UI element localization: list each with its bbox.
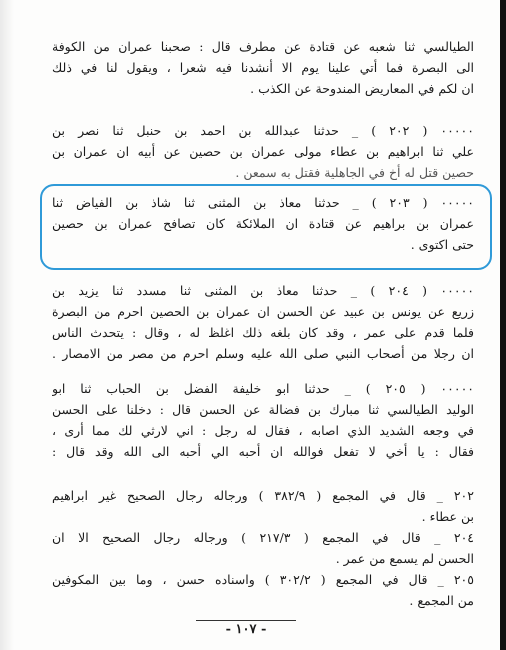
text-line: ان رجلا من أصحاب النبي صلى الله عليه وسلم احرم من مصر من الامصار . [52,346,474,361]
text-line: فقال : يا أخي لا تفعل فوالله ان أحبه الي أحبه الى الله وقد قال : [52,444,474,459]
page-left-shadow [0,0,14,650]
footnote-line: ٢٠٢ _ قال في المجمع ( ٣٨٢/٩ ) ورجاله رجال الصحيح غير ابراهيم [52,488,474,503]
text-line: ٠٠٠٠٠ ( ٢٠٥ ) _ حدثنا ابو خليفة الفضل بن الحباب ثنا ابو [52,381,474,396]
footnotes [52,485,474,611]
footnote-line: من المجمع . [409,593,474,608]
footnote-line: الحسن لم يسمع من عمر . [335,551,474,566]
text-line: الطيالسي ثنا شعبه عن قتادة عن مطرف قال : صحبنا عمران من الكوفة [52,39,474,54]
text-line: فلما قدم على عمر ، وقد كان بلغه ذلك اغلظ له ، وقال : يتحدث الناس [52,325,474,340]
text-line: ٠٠٠٠٠ ( ٢٠٢ ) _ حدثنا عبدالله بن احمد بن حنبل ثنا نصر بن [52,123,474,138]
paragraph-intro [52,36,474,99]
text-line: الوليد الطيالسي ثنا مبارك بن فضالة عن الحسن قال : دخلنا على الحسن [52,402,474,417]
text-line: حصين قتل له أخ في الجاهلية فقتل به سمعن . [235,165,474,180]
paragraph-hadith-202 [52,120,474,183]
page-number: - ١٠٧ - [225,622,267,637]
paragraph-hadith-204 [52,280,474,364]
scan-right-border [500,0,506,650]
paragraph-hadith-205 [52,378,474,462]
text-line: ان لكم في المعاريض المندوحة عن الكذب . [250,81,474,96]
footnote-line: بن عطاء . [421,509,474,524]
text-line: في وجعه الشديد الذي اصابه ، فقال له رجل : اني لارثي لك مما أرى ، [52,423,474,438]
page-number-rule [196,620,296,621]
text-line: ٠٠٠٠٠ ( ٢٠٣ ) _ حدثنا معاذ بن المثنى ثنا شاذ بن الفياض ثنا [52,195,474,210]
highlight-box [40,184,492,270]
text-line: عمران بن براهيم عن قتادة ان الملائكة كان تصافح عمران بن حصين [52,216,474,231]
footnote-line: ٢٠٤ _ قال في المجمع ( ٢١٧/٣ ) ورجاله رجال الصحيح الا ان [52,530,474,545]
text-line: حتى اكتوى . [410,237,474,252]
text-line: الى البصرة فما أتي علينا يوم الا أنشدنا فيه شعرا ، ويقول لنا في ذلك [52,60,474,75]
text-line: ٠٠٠٠٠ ( ٢٠٤ ) _ حدثنا معاذ بن المثنى ثنا مسدد ثنا يزيد بن [52,283,474,298]
text-line: علي ثنا ابراهيم بن عطاء مولى عمران بن حصين عن أبيه ان عمران بن [52,144,474,159]
text-line: زريع عن يونس بن عبيد عن الحسن ان عمران بن الحصين احرم من البصرة [52,304,474,319]
footnote-line: ٢٠٥ _ قال في المجمع ( ٣٠٢/٢ ) واسناده حسن ، وما بين المكوفين [52,572,474,587]
